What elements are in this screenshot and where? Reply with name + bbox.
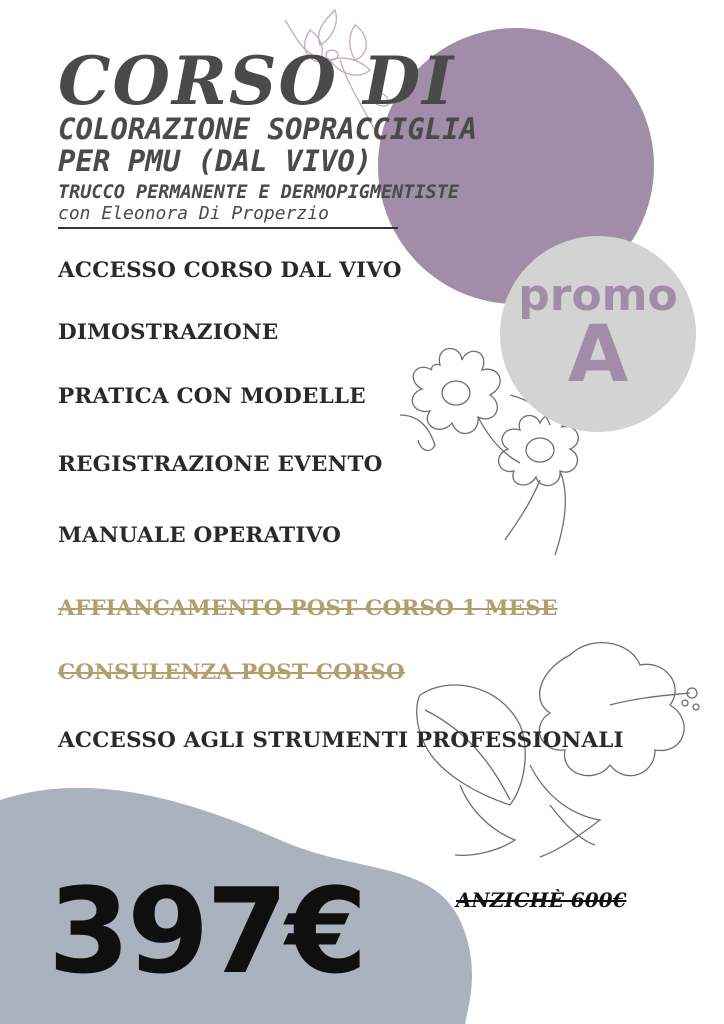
subtitle-line-1: COLORAZIONE SOPRACCIGLIA — [58, 112, 478, 146]
feature-item-excluded: AFFIANCAMENTO POST CORSO 1 MESE — [58, 596, 558, 621]
subtitle-line-2: PER PMU (DAL VIVO) — [58, 144, 373, 178]
subtitle-line-3: TRUCCO PERMANENTE E DERMOPIGMENTISTE — [58, 182, 459, 203]
price: 397€ — [48, 862, 365, 1000]
instructor-name: con Eleonora Di Properzio — [58, 203, 329, 224]
feature-item: MANUALE OPERATIVO — [58, 523, 342, 548]
feature-item: ACCESSO CORSO DAL VIVO — [58, 258, 402, 283]
promo-letter: A — [567, 310, 629, 400]
feature-item-excluded: CONSULENZA POST CORSO — [58, 660, 405, 685]
feature-item: DIMOSTRAZIONE — [58, 320, 279, 345]
feature-item: ACCESSO AGLI STRUMENTI PROFESSIONALI — [58, 728, 624, 753]
old-price: ANZICHÈ 600€ — [456, 888, 627, 912]
promo-label: promo — [518, 270, 678, 321]
divider — [58, 227, 398, 229]
feature-item: REGISTRAZIONE EVENTO — [58, 452, 383, 477]
page-title: CORSO DI — [58, 42, 456, 120]
feature-item: PRATICA CON MODELLE — [58, 384, 366, 409]
